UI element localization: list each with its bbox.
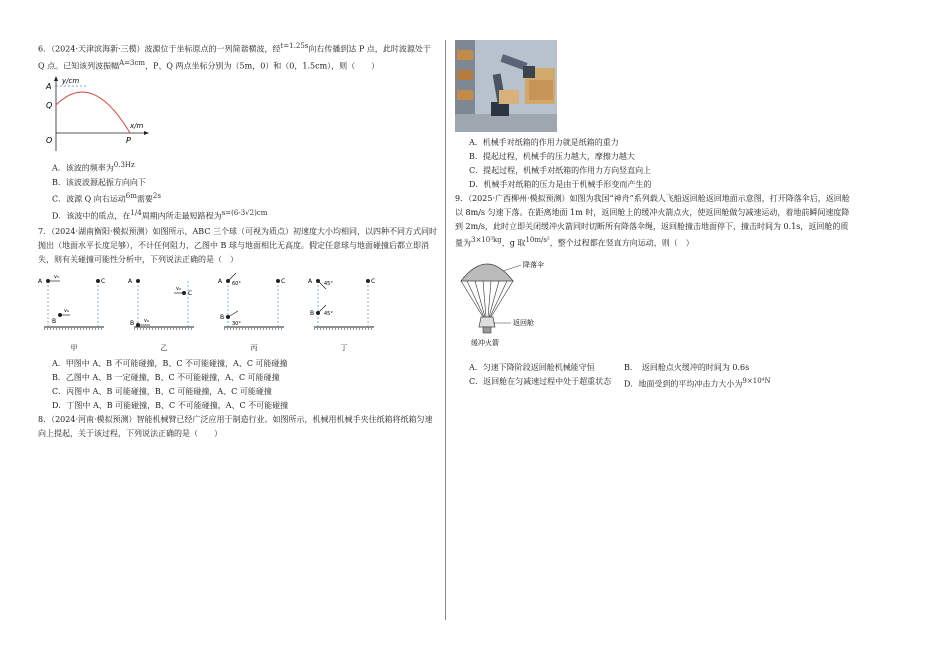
q7-figure-bing: [218, 271, 290, 354]
q8-option-a[interactable]: A．机械手对纸箱的作用力就是纸箱的重力: [469, 138, 619, 147]
q9-option-d[interactable]: D．地面受到的平均冲击力大小为9×10⁴N: [624, 376, 771, 389]
label-capsule: 返回舱: [513, 318, 534, 327]
parachute-lines: [461, 281, 513, 317]
svg-text:B: B: [220, 314, 225, 322]
svg-text:30°: 30°: [232, 321, 241, 328]
q9-option-b[interactable]: B． 返回舱点火缓冲的时间为 0.6s: [624, 362, 750, 372]
q6-text: 6．（2024·天津滨海新·三模）波源位于坐标原点的一列简谐横波，经: [38, 44, 281, 54]
q9-capsule-figure: [457, 251, 567, 361]
q6-time: t=1.25s: [280, 42, 309, 50]
wave-curve: [56, 92, 130, 133]
q6-text3: ，P、Q 两点坐标分别为（5m，0）和（0，1.5cm），则（ ）: [145, 61, 380, 71]
q7-option-a[interactable]: A．甲图中 A、B 不可能碰撞，B、C 不可能碰撞，A、C 可能碰撞: [52, 358, 288, 368]
caption-bing: 丙: [250, 344, 258, 353]
svg-text:v₀: v₀: [64, 308, 69, 315]
svg-text:A: A: [128, 278, 133, 286]
q7-option-c[interactable]: C．丙图中 A、B 可能碰撞，B、C 可能碰撞，A、C 可能碰撞: [52, 386, 272, 396]
q7-figure-yi: [128, 271, 200, 354]
robot-arm-photo: [455, 40, 557, 132]
svg-text:C: C: [281, 278, 286, 286]
svg-text:v₀: v₀: [54, 274, 59, 281]
y-axis-arrow: [54, 76, 58, 81]
label-rocket: 缓冲火箭: [471, 338, 499, 347]
left-column: [38, 40, 438, 441]
parachute-canopy: [461, 264, 513, 281]
q6-option-c[interactable]: C．波源 Q 向右运动6m需要2s: [52, 191, 161, 204]
label-O: O: [46, 136, 53, 146]
svg-text:45°: 45°: [324, 281, 333, 288]
q7-option-b[interactable]: B．乙图中 A、B 一定碰撞，B、C 不可能碰撞，A、C 可能碰撞: [52, 372, 280, 382]
figure-yi-svg: [128, 271, 200, 337]
q7-figure-ding: [308, 271, 380, 354]
q7-option-d[interactable]: D．丁图中 A、B 可能碰撞，B、C 不可能碰撞，A、C 不可能碰撞: [52, 400, 289, 410]
svg-text:v₀: v₀: [176, 286, 181, 293]
label-parachute: 降落伞: [523, 260, 544, 269]
svg-text:v₀: v₀: [144, 318, 149, 325]
label-P: P: [126, 136, 131, 146]
caption-yi: 乙: [160, 344, 168, 353]
q8-option-d[interactable]: D．机械手对纸箱的压力是由于机械手形变而产生的: [469, 180, 652, 189]
question-6: [38, 40, 438, 73]
figure-jia-svg: [38, 271, 110, 337]
q9-options-row-1: [455, 361, 850, 375]
q7-figures: [38, 271, 438, 354]
svg-text:A: A: [218, 278, 223, 286]
right-column: [455, 40, 850, 391]
q7-figure-jia: [38, 271, 110, 354]
svg-text:60°: 60°: [232, 281, 241, 288]
question-9: 9．（2025·广西柳州·模拟预测）如图为我国“神舟”系列载人飞船返回舱返回地面示意图，打开降落伞后，返回舱以 8m/s 匀速下落。在距离地面 1m 时，返回舱上的缓冲火箭点火，使返回舱做匀减速运动，着地前瞬间速度降到 2m/s，此时立即关闭缓冲火箭同时切断所有降落伞绳，返回舱撞击地面停下，撞击时间为 0.1s，返回舱的质量为3×10³kg，g 取10m/s²，整个过程都在竖直方向运动，则（ ）: [455, 194, 850, 248]
svg-text:C: C: [101, 278, 106, 286]
q9-option-a[interactable]: A．匀速下降阶段返回舱机械能守恒: [469, 362, 595, 372]
q9-mass: 3×10³kg: [471, 236, 502, 244]
q8-option-c[interactable]: C．提起过程，机械手对纸箱的作用力方向竖直向上: [469, 166, 652, 175]
q9-option-c[interactable]: C．返回舱在匀减速过程中处于超重状态: [469, 376, 612, 386]
q6-text2: 向右传播到达 P 点，此时波源处于 Q 点。已知该列波振幅: [38, 44, 431, 71]
capsule-body: [479, 317, 495, 327]
ball-c: [96, 279, 100, 283]
figure-bing-svg: [218, 271, 290, 337]
x-axis-arrow: [144, 131, 149, 135]
svg-text:B: B: [130, 320, 135, 328]
svg-text:C: C: [188, 290, 193, 298]
svg-text:A: A: [308, 278, 313, 286]
q6-option-b[interactable]: B．该波波源起振方向向下: [52, 177, 146, 187]
column-divider: [445, 40, 446, 620]
q6-amplitude: A=3cm: [119, 58, 146, 67]
figure-ding-svg: [308, 271, 380, 337]
q9-gravity: 10m/s²: [525, 236, 550, 244]
caption-jia: 甲: [70, 344, 78, 353]
caption-ding: 丁: [340, 344, 348, 353]
label-Q: Q: [46, 101, 53, 111]
buffer-rocket: [483, 327, 491, 333]
q6-option-a[interactable]: A．该波的频率为0.3Hz: [52, 161, 135, 173]
svg-text:B: B: [52, 318, 57, 326]
label-A: A: [46, 82, 52, 92]
question-8: 8．（2024·河南·模拟预测）智能机械臂已经广泛应用于制造行业。如图所示，机械用机械手夹住纸箱将纸箱匀速向上提起，关于该过程，下列说法正确的是（ ）: [38, 414, 433, 438]
y-axis-label: y/cm: [62, 77, 80, 86]
q9-options-row-2: [455, 375, 850, 392]
svg-text:A: A: [38, 278, 43, 286]
q6-option-d[interactable]: D．该波中的质点，在1/4周期内所走最短路程为s=(6-3√2)cm: [52, 208, 268, 221]
svg-text:C: C: [371, 278, 376, 286]
x-axis-label: x/m: [130, 122, 144, 131]
svg-text:B: B: [310, 310, 315, 318]
question-7: 7．（2024·湖南衡阳·模拟预测）如图所示，ABC 三个球（可视为质点）初速度大小均相同，以四种不同方式同时抛出（地面水平长度足够），不计任何阻力，乙图中 B 球与地面相比无高度。假定任意球与地面碰撞后都立即消失，则有关碰撞可能性分析中，下列说法正确的是（ ）: [38, 227, 437, 265]
q8-option-b[interactable]: B．提起过程，机械手的压力越大，摩擦力越大: [469, 152, 635, 161]
q6-wave-figure: [42, 73, 152, 159]
svg-text:45°: 45°: [324, 311, 333, 318]
